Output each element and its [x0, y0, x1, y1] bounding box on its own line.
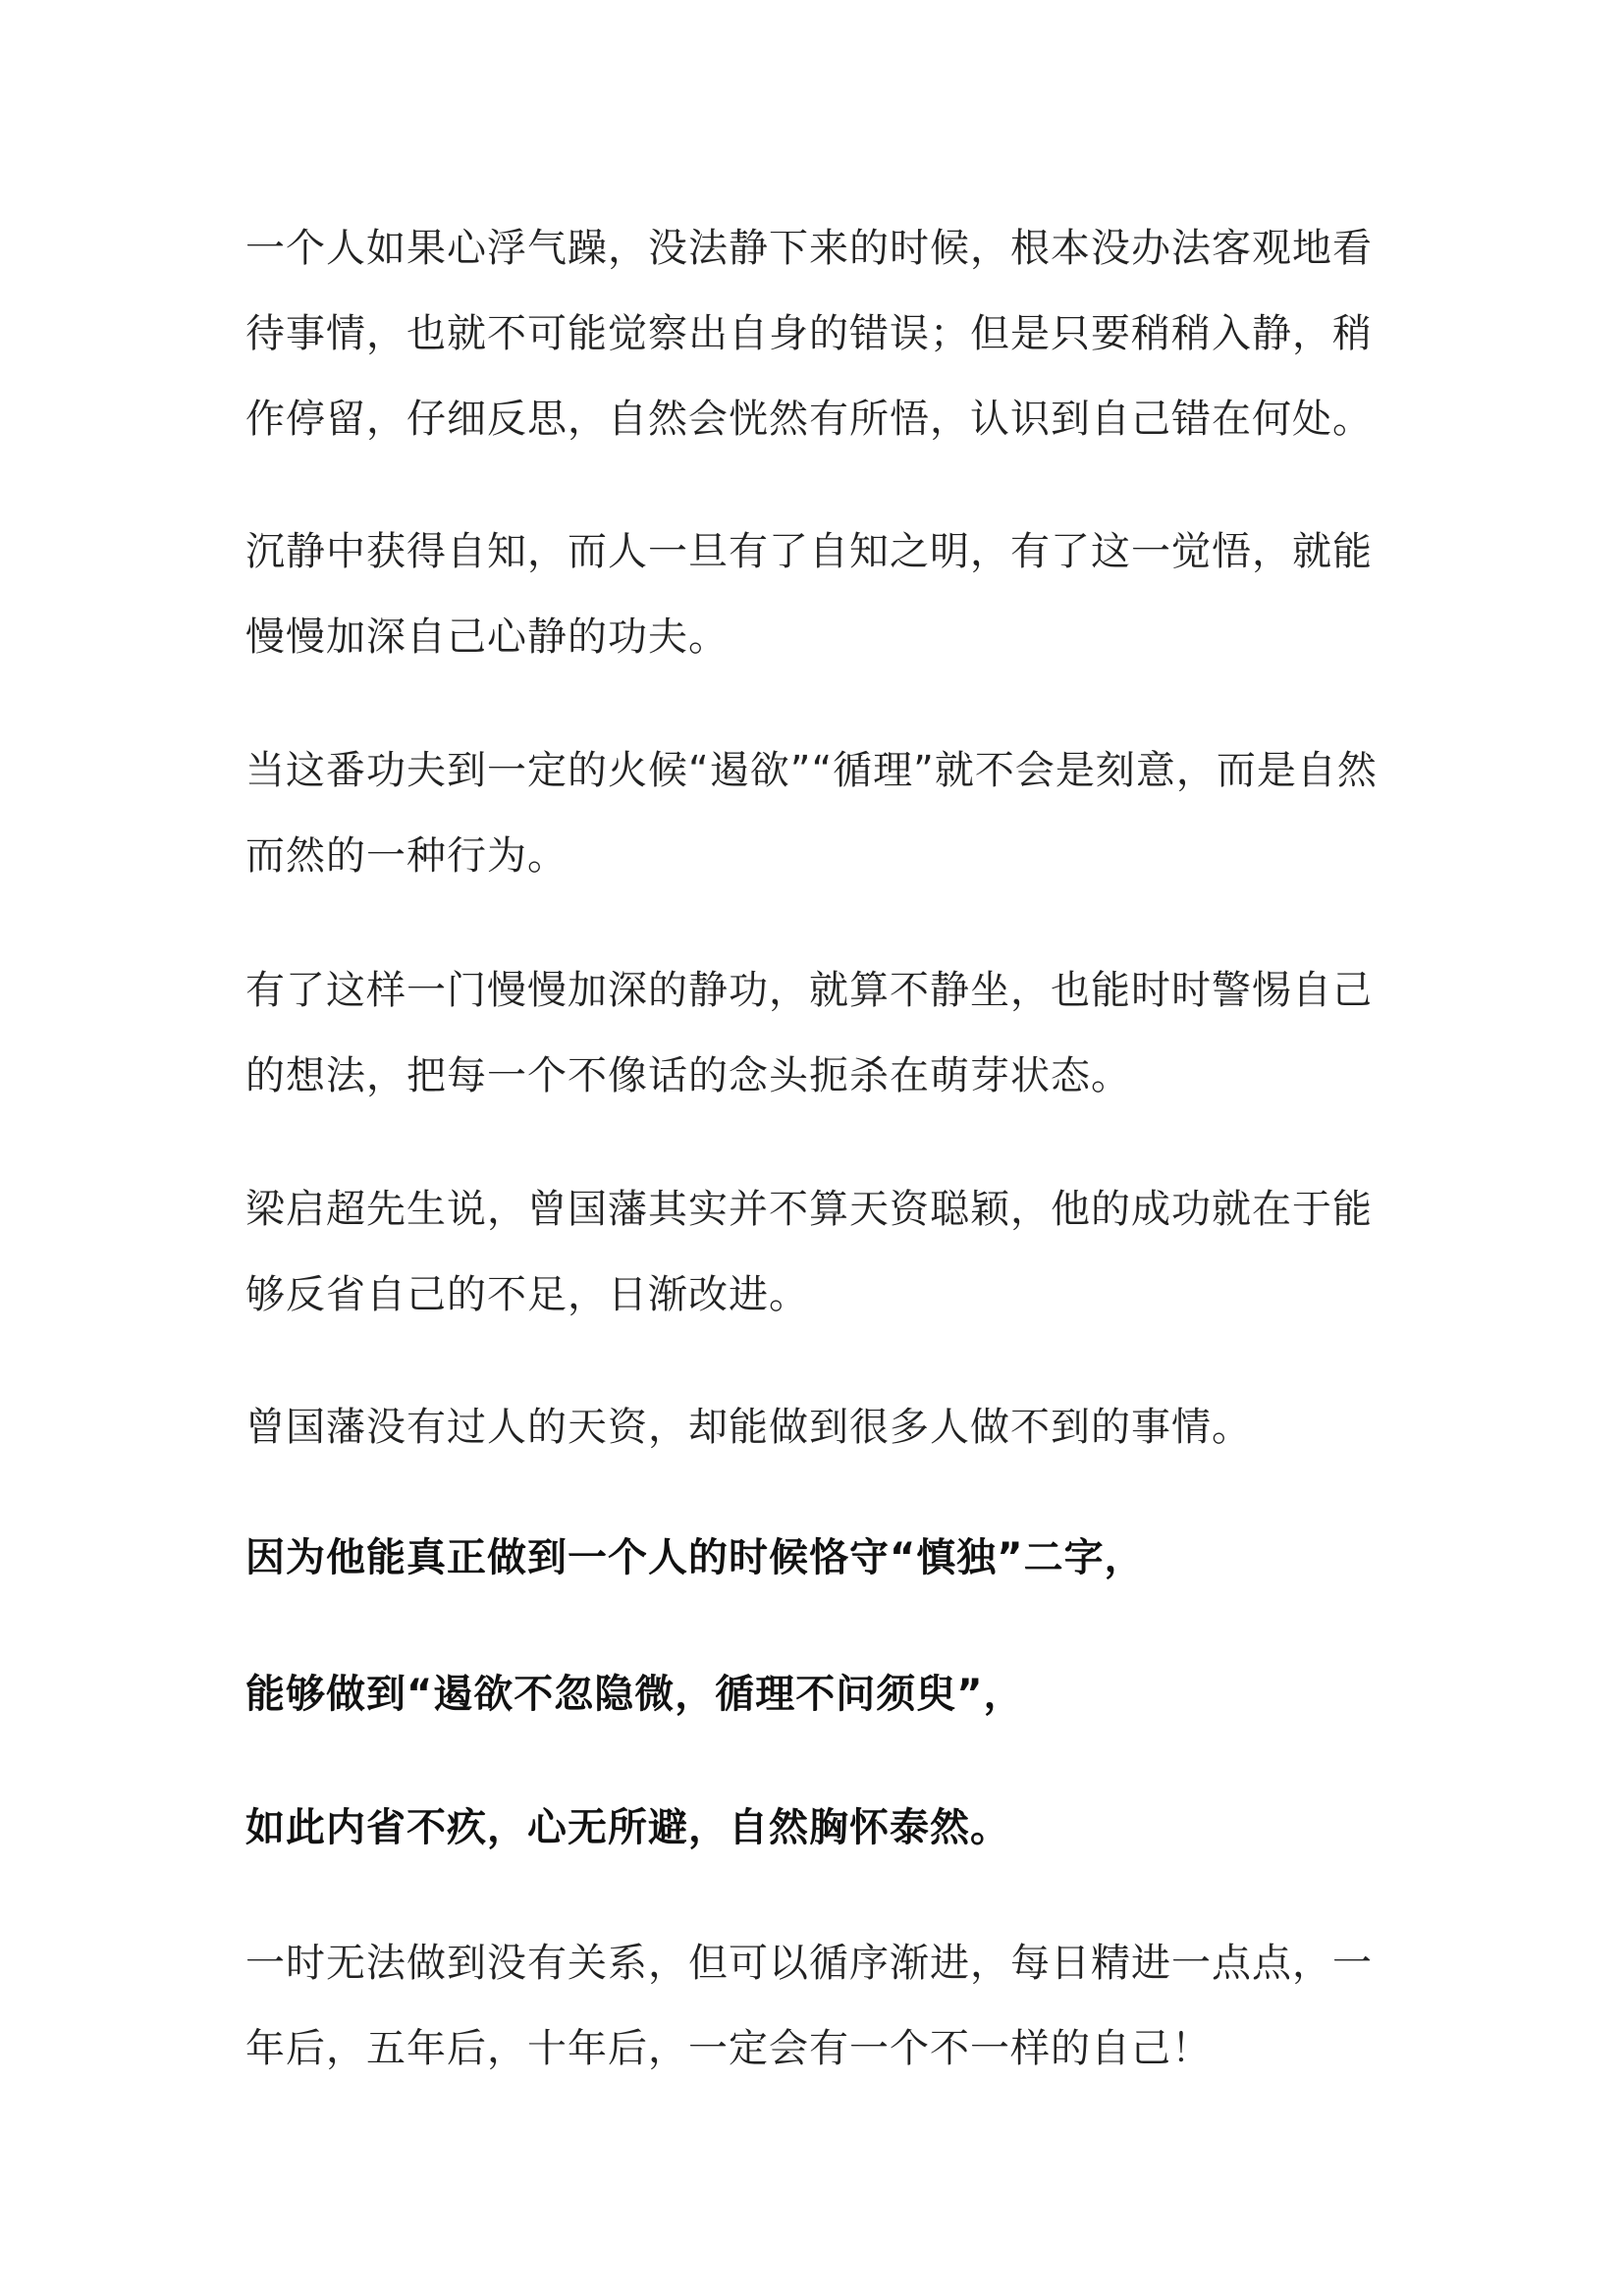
- paragraph-6: 曾国藩没有过人的天资，却能做到很多人做不到的事情。: [245, 1405, 1252, 1450]
- paragraph-4: 有了这样一门慢慢加深的静功，就算不静坐，也能时时警惕自己的想法，把每一个不像话的念头扼杀在萌芽状态。: [245, 968, 1373, 1098]
- paragraph-2: 沉静中获得自知，而人一旦有了自知之明，有了这一觉悟，就能慢慢加深自己心静的功夫。: [245, 529, 1373, 660]
- paragraph-1: 一个人如果心浮气躁，没法静下来的时候，根本没办法客观地看待事情，也就不可能觉察出自身的错误；但是只要稍稍入静，稍作停留，仔细反思，自然会恍然有所悟，认识到自己错在何处。: [245, 226, 1373, 442]
- article-body: [245, 206, 1384, 2092]
- paragraph-5: 梁启超先生说，曾国藩其实并不算天资聪颖，他的成功就在于能够反省自己的不足，日渐改进。: [245, 1187, 1373, 1317]
- bold-paragraph-2: 能够做到“遏欲不忽隐微，循理不问须臾”，: [245, 1672, 1024, 1717]
- paragraph-3: 当这番功夫到一定的火候“遏欲”“循理”就不会是刻意，而是自然而然的一种行为。: [245, 748, 1378, 879]
- bold-paragraph-3: 如此内省不疚，心无所避，自然胸怀泰然。: [245, 1805, 1010, 1850]
- closing-paragraph: 一时无法做到没有关系，但可以循序渐进，每日精进一点点，一年后，五年后，十年后，一定会有一个不一样的自己！: [245, 1941, 1373, 2071]
- bold-paragraph-1: 因为他能真正做到一个人的时候恪守“慎独”二字，: [245, 1535, 1145, 1580]
